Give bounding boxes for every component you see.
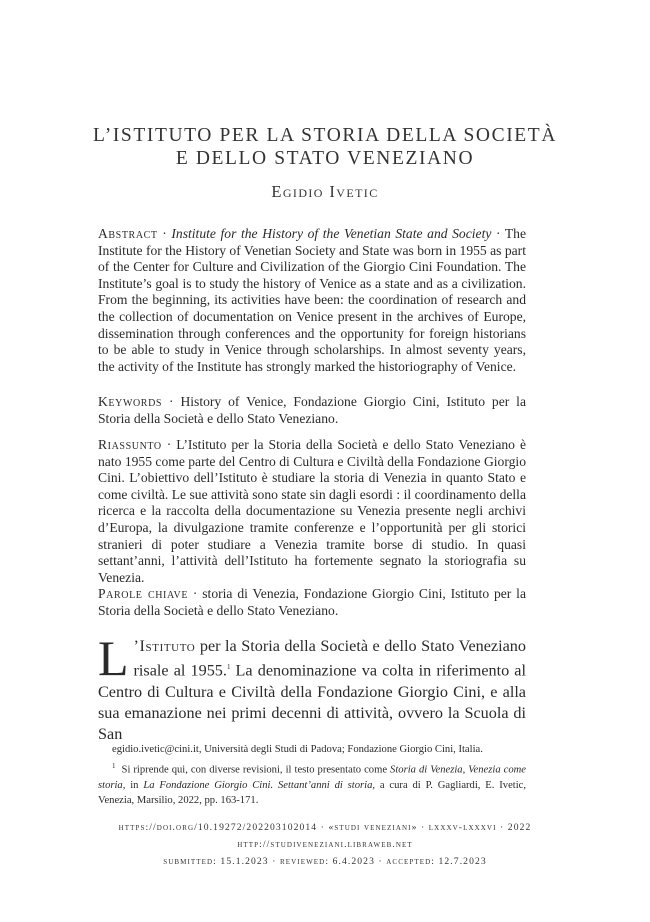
abstract-label: Abstract <box>98 226 158 241</box>
author-name: Egidio Ivetic <box>271 182 379 201</box>
body-lead-smallcaps: ’Istituto <box>133 637 196 655</box>
title-line-1: L’ISTITUTO PER LA STORIA DELLA SOCIETÀ <box>93 125 557 146</box>
parole-chiave-section <box>98 586 526 619</box>
parole-chiave-text: storia di Venezia, Fondazione Giorgio Cini, Istituto per la Storia della Società e dello Stato Veneziano. <box>98 586 526 618</box>
keywords-label: Keywords <box>98 394 163 409</box>
journal-website-link[interactable]: http://studiveneziani.libraweb.net <box>237 839 413 850</box>
footnote-reference: 1 <box>226 663 231 672</box>
abstract-text: The Institute for the History of Venetian Society and State was born in 1955 as part of the Center for Culture and Civilization of the Giorgio Cini Foundation. The Institute’s goal is to study the history of Venice as a state and as a civilization. From the beginning, its activities have been: the coordination of research and the collection of documentation on Venice present in the archives of Europe, dissemination through conferences and the opportunity for foreign historians to be able to study in Venice through scholarships. In almost seventy years, the activity of the Institute has strongly marked the historiography of Venice. <box>98 226 527 374</box>
body-lead-text: per la Storia della Società e dello Stato Veneziano risale al 1955. <box>133 637 526 680</box>
parole-chiave-separator: · <box>188 586 203 601</box>
article-title <box>40 124 610 170</box>
riassunto-separator: · <box>161 437 177 452</box>
footnote-italic-title-2: La Fondazione Giorgio Cini. Settant’anni di storia <box>143 779 373 791</box>
abstract-separator: · <box>157 226 172 241</box>
title-line-2: E DELLO STATO VENEZIANO <box>175 148 475 169</box>
keywords-separator: · <box>162 394 181 409</box>
author-affiliation-note: egidio.ivetic@cini.it, Università degli Studi di Padova; Fondazione Giorgio Cini, Italia. <box>112 744 483 755</box>
footnote-number: 1 <box>112 762 116 770</box>
footnote-text-mid: , in <box>122 779 144 791</box>
drop-cap: L <box>98 630 129 686</box>
body-rest-text: La denominazione va colta in riferimento al Centro di Cultura e Civiltà della Fondazione Giorgio Cini, e alla sua emanazione nei primi decenni di attività, ovvero la Scuola di San <box>98 661 526 744</box>
footnote-italic-title-1: Storia di Venezia, Venezia come storia <box>98 764 526 791</box>
doi-line[interactable]: https://doi.org/10.19272/202203102014 · «studi veneziani» · lxxxv-lxxxvi · 2022 <box>118 822 532 833</box>
parole-chiave-label: Parole chiave <box>98 586 189 601</box>
riassunto-section <box>98 437 526 586</box>
riassunto-text: L’Istituto per la Storia della Società e dello Stato Veneziano è nato 1955 come parte del Centro di Cultura e Civiltà della Fondazione Giorgio Cini. L’obiettivo dell’Istituto è studiare la storia di Venezia in quanto Stato e come civiltà. Le sue attività sono state sin dagli esordi : il coordinamento della ricerca e la raccolta della documentazione su Venezia presente negli archivi d’Europa, la divulgazione tramite conferenze e l’opportunità per gli storici stranieri di poter studiare a Venezia tramite borse di studio. In quasi settant’anni, l’attività dell’Istituto ha fortemente segnato la storiografia su Venezia. <box>98 437 526 585</box>
abstract-section <box>98 226 526 375</box>
abstract-separator-2: · <box>491 226 505 241</box>
keywords-section <box>98 394 526 427</box>
footnote-1 <box>98 759 526 808</box>
submission-dates: submitted: 15.1.2023 · reviewed: 6.4.2023 · accepted: 12.7.2023 <box>163 856 487 867</box>
abstract-title: Institute for the History of the Venetian State and Society <box>171 226 492 241</box>
body-paragraph <box>98 630 526 745</box>
riassunto-label: Riassunto <box>98 437 162 452</box>
keywords-text: History of Venice, Fondazione Giorgio Cini, Istituto per la Storia della Società e dello Stato Veneziano. <box>98 394 526 426</box>
footnote-text-after: , a cura di P. Gagliardi, E. Ivetic, Venezia, Marsilio, 2022, pp. 163-171. <box>98 779 527 806</box>
footnote-text-before: Si riprende qui, con diverse revisioni, il testo presentato come <box>121 764 391 776</box>
